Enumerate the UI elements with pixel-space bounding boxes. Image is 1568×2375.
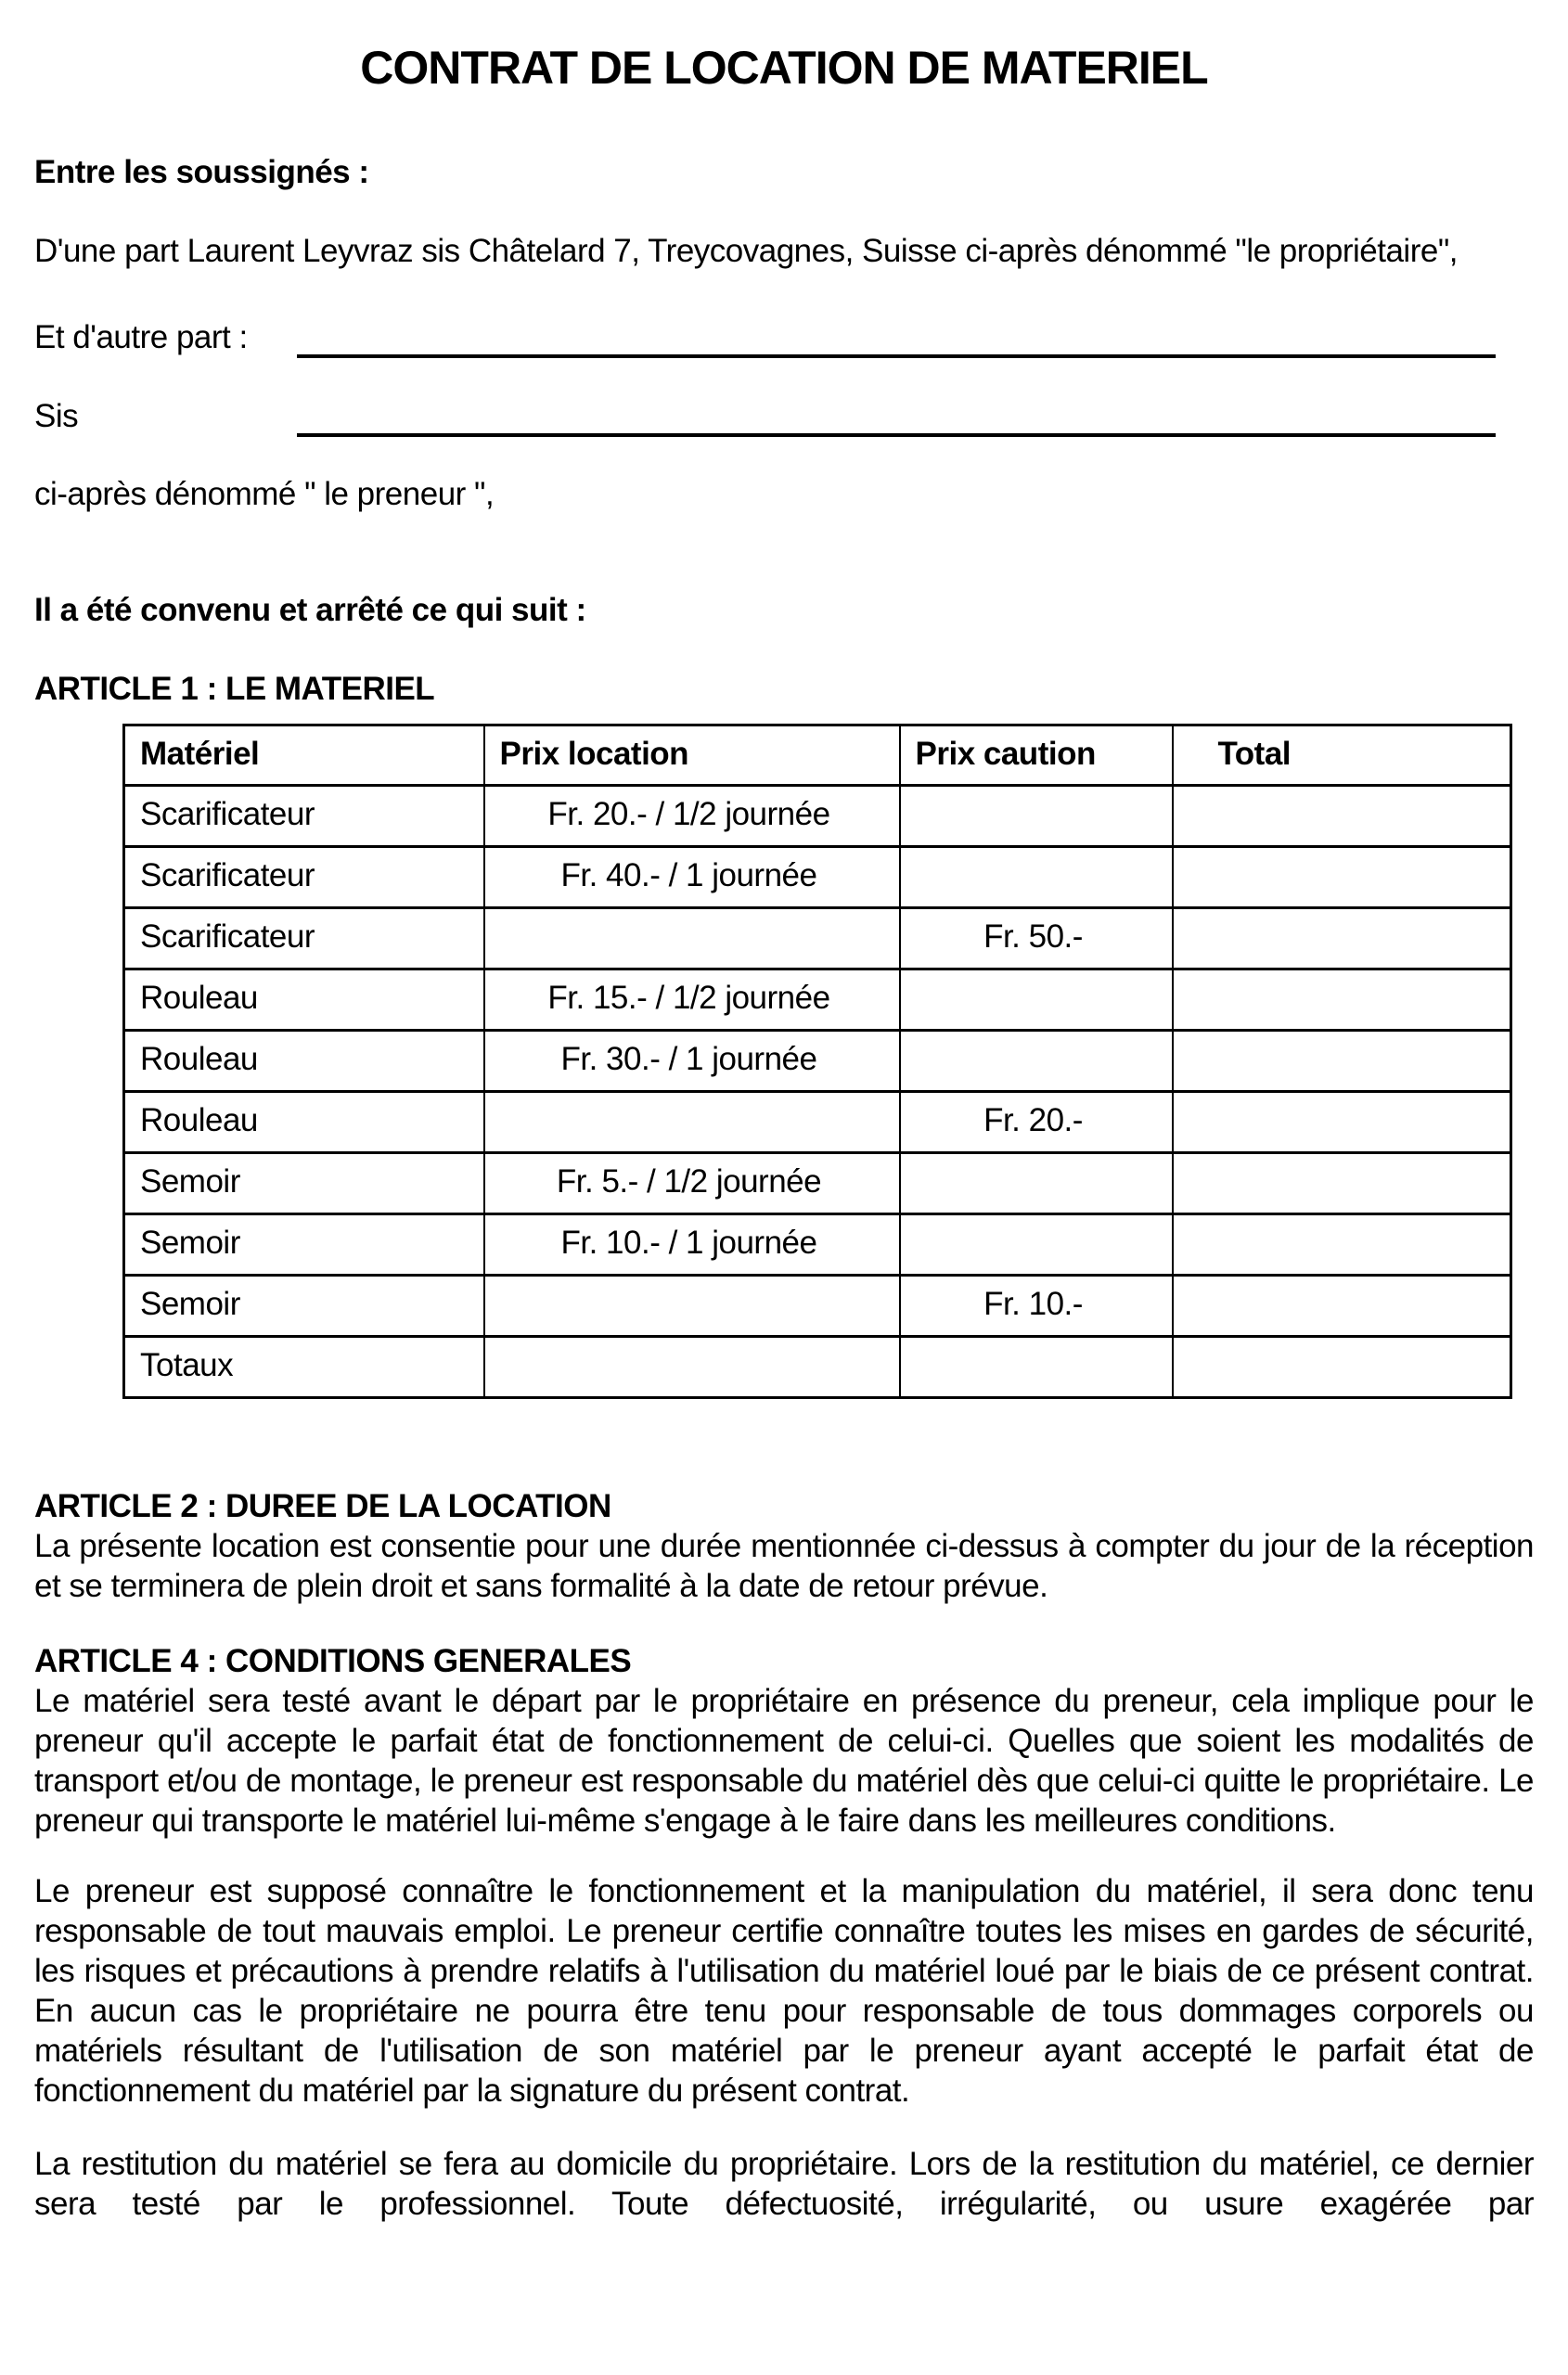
table-row — [124, 1031, 1511, 1092]
article4-paragraph-2: Le preneur est supposé connaître le fonctionnement et la manipulation du matériel, il sera donc tenu responsable de tout mauvais emploi. Le preneur certifie connaître toutes les mises en gardes de sécurité, les risques et précautions à prendre relatifs à l'utilisation du matériel loué par le biais de ce présent contrat. En aucun cas le propriétaire ne pourra être tenu pour responsable de tous dommages corporels ou matériels résultant de l'utilisation de son matériel par le preneur ayant accepté le parfait état de fonctionnement du matériel par la signature du présent contrat. — [34, 1873, 1534, 2109]
owner-paragraph: D'une part Laurent Leyvraz sis Châtelard 7, Treycovagnes, Suisse ci-après dénommé "le propriétaire", — [34, 233, 1458, 269]
table-cell — [1173, 908, 1511, 969]
table-row — [124, 786, 1511, 847]
other-party-label: Et d'autre part : — [34, 319, 248, 355]
preneur-line: ci-après dénommé " le preneur ", — [34, 476, 495, 512]
materiel-table — [122, 724, 1512, 1399]
table-cell: Rouleau — [124, 1092, 484, 1153]
table-row — [124, 908, 1511, 969]
table-cell — [484, 1337, 900, 1398]
table-cell: Rouleau — [124, 1031, 484, 1092]
article2-section — [34, 1486, 1534, 1606]
article4-section — [34, 1641, 1534, 1841]
article4-heading: ARTICLE 4 : CONDITIONS GENERALES — [34, 1643, 632, 1679]
table-cell: Scarificateur — [124, 908, 484, 969]
header-cell-materiel: Matériel — [124, 725, 484, 786]
other-party-row — [34, 317, 1534, 360]
table-cell: Fr. 15.- / 1/2 journée — [484, 969, 900, 1031]
table-cell: Semoir — [124, 1214, 484, 1276]
parties-heading: Entre les soussignés : — [34, 154, 369, 190]
table-cell — [1173, 1337, 1511, 1398]
table-cell — [900, 969, 1173, 1031]
table-cell — [484, 1276, 900, 1337]
contract-title: CONTRAT DE LOCATION DE MATERIEL — [360, 42, 1208, 94]
table-cell — [1173, 786, 1511, 847]
table-cell — [1173, 1153, 1511, 1214]
table-cell: Semoir — [124, 1276, 484, 1337]
table-row — [124, 969, 1511, 1031]
article1-heading: ARTICLE 1 : LE MATERIEL — [34, 671, 435, 707]
table-cell — [900, 847, 1173, 908]
address-label: Sis — [34, 398, 79, 434]
table-cell: Fr. 40.- / 1 journée — [484, 847, 900, 908]
table-row — [124, 1092, 1511, 1153]
table-cell: Scarificateur — [124, 847, 484, 908]
table-cell: Fr. 10.- — [900, 1276, 1173, 1337]
agreement-heading: Il a été convenu et arrêté ce qui suit : — [34, 592, 586, 628]
table-cell: Fr. 20.- — [900, 1092, 1173, 1153]
article2-heading: ARTICLE 2 : DUREE DE LA LOCATION — [34, 1488, 611, 1524]
table-cell: Totaux — [124, 1337, 484, 1398]
article4-paragraph-1: Le matériel sera testé avant le départ par le propriétaire en présence du preneur, cela implique pour le preneur qu'il accepte le parfait état de fonctionnement de celui-ci. Quelles que soient les modalités de transport et/ou de montage, le preneur est responsable du matériel dès que celui-ci quitte le propriétaire. Le preneur qui transporte le matériel lui-même s'engage à le faire dans les meilleures conditions. — [34, 1683, 1534, 1839]
table-cell — [1173, 1214, 1511, 1276]
article4-paragraph-3: La restitution du matériel se fera au domicile du propriétaire. Lors de la restitution du matériel, ce dernier sera testé par le professionnel. Toute défectuosité, irrégularité, ou usure exagérée par — [34, 2146, 1534, 2222]
table-cell: Fr. 10.- / 1 journée — [484, 1214, 900, 1276]
table-cell: Rouleau — [124, 969, 484, 1031]
address-fill-in-line — [297, 396, 1496, 437]
table-row — [124, 847, 1511, 908]
table-row — [124, 1337, 1511, 1398]
table-row — [124, 1276, 1511, 1337]
table-cell — [900, 1031, 1173, 1092]
other-party-fill-in-line — [297, 317, 1496, 358]
table-row — [124, 1153, 1511, 1214]
table-cell — [900, 1153, 1173, 1214]
table-cell — [1173, 1092, 1511, 1153]
header-cell-total: Total — [1173, 725, 1511, 786]
table-cell — [900, 1214, 1173, 1276]
table-cell — [900, 786, 1173, 847]
header-cell-prix-caution: Prix caution — [900, 725, 1173, 786]
table-cell: Fr. 30.- / 1 journée — [484, 1031, 900, 1092]
table-cell — [1173, 1276, 1511, 1337]
table-cell: Fr. 5.- / 1/2 journée — [484, 1153, 900, 1214]
table-cell: Fr. 20.- / 1/2 journée — [484, 786, 900, 847]
table-cell: Scarificateur — [124, 786, 484, 847]
table-cell — [1173, 847, 1511, 908]
table-header-row — [124, 725, 1511, 786]
table-cell — [900, 1337, 1173, 1398]
table-row — [124, 1214, 1511, 1276]
table-cell — [1173, 1031, 1511, 1092]
table-cell — [484, 908, 900, 969]
table-cell: Fr. 50.- — [900, 908, 1173, 969]
table-cell: Semoir — [124, 1153, 484, 1214]
table-cell — [1173, 969, 1511, 1031]
table-cell — [484, 1092, 900, 1153]
address-row — [34, 396, 1534, 439]
header-cell-prix-location: Prix location — [484, 725, 900, 786]
article2-paragraph: La présente location est consentie pour une durée mentionnée ci-dessus à compter du jour de la réception et se terminera de plein droit et sans formalité à la date de retour prévue. — [34, 1528, 1534, 1604]
